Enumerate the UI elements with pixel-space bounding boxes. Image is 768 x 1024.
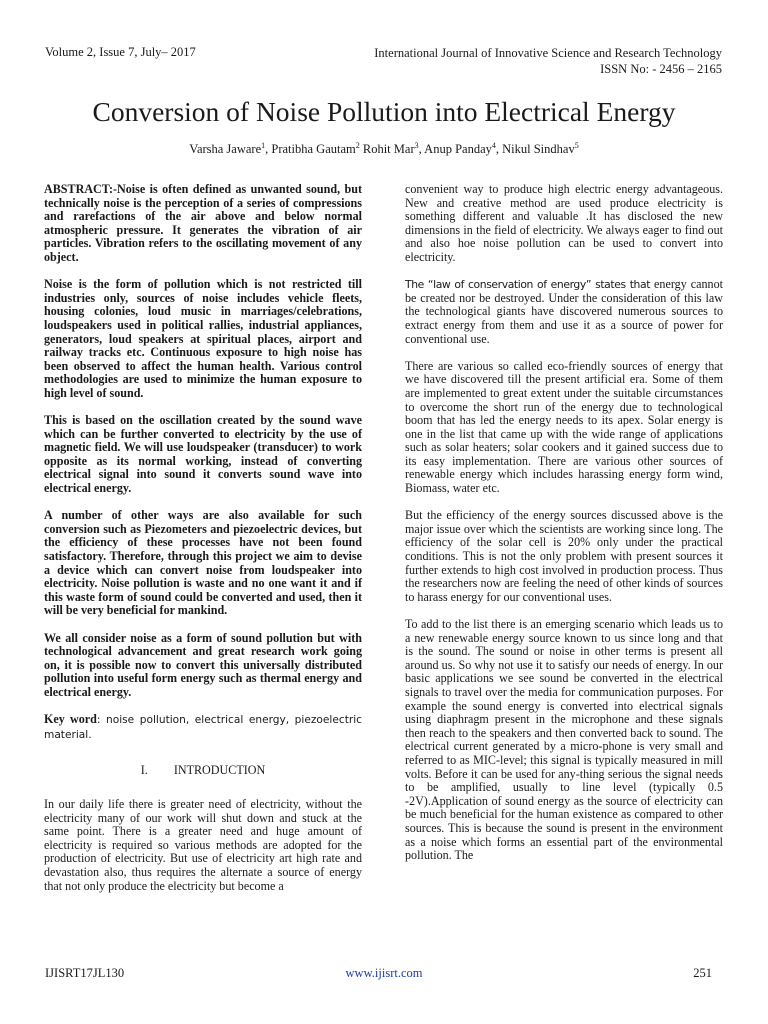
section-title: INTRODUCTION bbox=[173, 763, 266, 778]
keywords-text: : noise pollution, electrical energy, piezoelectric material. bbox=[44, 714, 362, 741]
abstract-paragraph: We all consider noise as a form of sound pollution but with technological advancement and great research work going on, it is possible now to convert this universally distributed pollution into useful form energy such as thermal energy and electrical energy. bbox=[44, 630, 362, 699]
author: Rohit Mar bbox=[362, 142, 415, 156]
paper-id: IJISRT17JL130 bbox=[45, 966, 125, 980]
abstract-paragraph: Noise is the form of pollution which is not restricted till industries only, sources of noise includes vehicle fleets, housing colonies, loud music in marriages/celebrations, loudspeakers used in political rallies, industrial appliances, generators, loud speakers at spiritual places, airport and railway tracks etc. Continuous exposure to high noise has been observed to affect the human health. Various control methodologies are used to minimize the human exposure to high level of sound. bbox=[44, 277, 362, 400]
journal-website-link[interactable]: www.ijisrt.com bbox=[345, 966, 423, 980]
author-affiliation: 3 bbox=[414, 140, 419, 150]
journal-volume: Volume 2, Issue 7, July– 2017 bbox=[45, 45, 196, 59]
body-paragraph: To add to the list there is an emerging scenario which leads us to a new renewable energy source known to us since long and that is the sound. The sound or noise in other terms is present all around us. So why not use it to satisfy our needs of energy. In our basic applications we see sound be converted in the electrical signals to travel over the media for communication purposes. For example the sound energy is converted into electrical signals using diaphragm present in the microphone and these signals then reach to the speakers and then converted back to sound. The electrical current generated by a micro-phone is very small and referred to as MIC-level; this signal is typically measured in mill volts. Before it can be used for any-thing serious the signal needs to be amplified, usually to line level (typically 0.5 -2V).Application of sound energy as the source of electricity can be much beneficial for the human existence as compared to other sources. This is because the sound is present in the environment as a noise which forms an essential part of the environmental pollution. The bbox=[405, 617, 723, 863]
body-text: energy cannot be created nor be destroyed. Under the consideration of this law the technological giants have discovered numerous sources to extract energy from them and use it as a source of power for conventional use. bbox=[405, 277, 723, 346]
author-affiliation: 4 bbox=[491, 140, 496, 150]
body-paragraph: In our daily life there is greater need of electricity, without the electricity many of our work will shut down and stuck at the same point. There is a greater need and huge amount of electricity is required so various methods are adopted for the production of electricity. But use of electricity art high rate and devastation also, thus requires the alternate a source of energy that not only produce the electricity but become a bbox=[44, 796, 362, 893]
author-list bbox=[20, 142, 748, 157]
keywords-label: Key word bbox=[44, 712, 97, 727]
journal-issn: ISSN No: - 2456 – 2165 bbox=[600, 62, 722, 76]
paper-title: Conversion of Noise Pollution into Electrical Energy bbox=[92, 96, 676, 127]
abstract-paragraph: A number of other ways are also available for such conversion such as Piezometers and piezoelectric devices, but the efficiency of these processes have not been found satisfactory. Therefore, through this project we aim to devise a device which can convert noise from loudspeaker into electricity. Noise pollution is waste and no one want it and if this waste form of sound could be converted and used, then it will be very beneficial for mankind. bbox=[44, 508, 362, 618]
author: Varsha Jaware bbox=[189, 142, 262, 156]
author-affiliation: 1 bbox=[261, 140, 266, 150]
section-number: I. bbox=[140, 763, 148, 778]
author-affiliation: 2 bbox=[355, 140, 360, 150]
left-column bbox=[44, 183, 362, 907]
author-separator: , bbox=[418, 142, 425, 156]
author: Pratibha Gautam bbox=[271, 142, 356, 156]
right-column bbox=[405, 183, 723, 876]
author: Nikul Sindhav bbox=[502, 142, 575, 156]
body-paragraph: There are various so called eco-friendly sources of energy that we have discovered till the present artificial era. Some of them are implemented to great extent under the suitable circumstances to overcome the short run of the energy due to technological boom that has led the energy needs to its apex. Solar energy is one in the list that came up with the wide range of applications such as solar heaters; solar cookers and it gained success due to its easy implementation. There are various other sources of renewable energy which includes harassing energy form wind, Biomass, water etc. bbox=[405, 358, 723, 496]
author: Anup Panday bbox=[424, 142, 492, 156]
body-paragraph bbox=[405, 278, 723, 346]
body-paragraph: convenient way to produce high electric energy advantageous. New and creative method are used produce electricity is something different and valuable .It has disclosed the new dimensions in the field of electricity. We always eager to find out and also hoe noise pollution can be used to convert into electricity. bbox=[405, 182, 723, 264]
abstract-paragraph: ABSTRACT:-Noise is often defined as unwanted sound, but technically noise is the perception of a series of compressions and rarefactions of the air above and below normal atmospheric pressure. It generates the vibration of air particles. Vibration refers to the oscillating movement of any object. bbox=[44, 182, 362, 264]
author-separator: , bbox=[265, 142, 272, 156]
abstract-paragraph: This is based on the oscillation created by the sound wave which can be further converted to electricity by the use of magnetic field. We will use loudspeaker (transducer) to work opposite as its normal working, instead of converting electrical signal into sound it converts sound wave into electrical energy. bbox=[44, 413, 362, 496]
page-number: 251 bbox=[693, 966, 712, 980]
journal-header bbox=[374, 45, 722, 77]
law-statement: The “law of conservation of energy” states that bbox=[405, 278, 651, 292]
section-heading bbox=[44, 764, 362, 778]
author-separator: , bbox=[495, 142, 503, 156]
author-affiliation: 5 bbox=[574, 140, 579, 150]
body-paragraph: But the efficiency of the energy sources discussed above is the major issue over which the scientists are working since long. The efficiency of the solar cell is 20% only under the practical conditions. This is not the only problem with present sources it further extends to high cost involved in production process. Thus the researchers now are feeling the need of other kinds of sources to harass energy for our conventional uses. bbox=[405, 508, 723, 604]
journal-name: International Journal of Innovative Science and Research Technology bbox=[374, 46, 722, 60]
keywords bbox=[44, 713, 362, 742]
